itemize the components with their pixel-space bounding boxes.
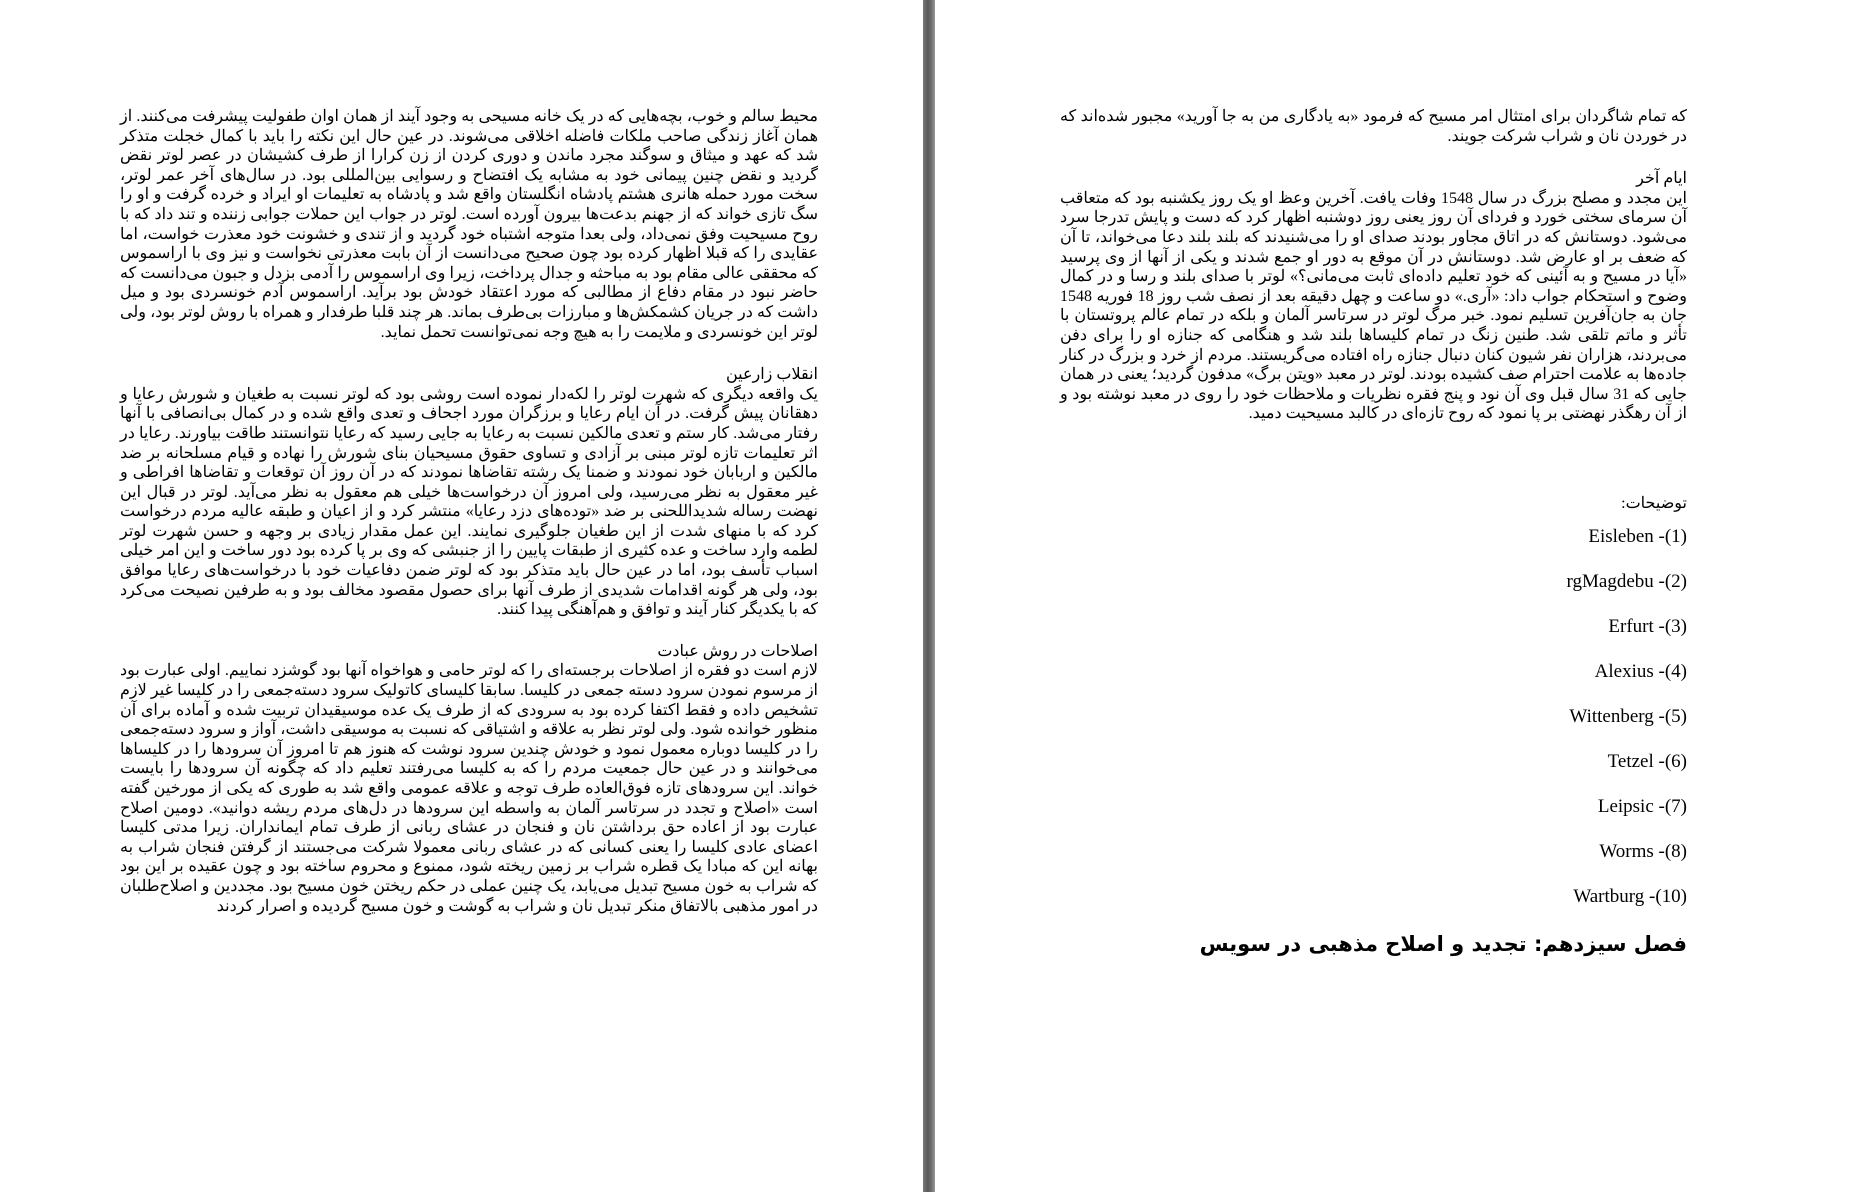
- note-item: Wittenberg -(5): [1569, 705, 1687, 727]
- note-item: Leipsic -(7): [1597, 795, 1687, 817]
- heading-last-days: ایام آخر: [1636, 170, 1687, 188]
- heading-worship-reforms: اصلاحات در روش عبادت: [657, 642, 818, 660]
- chapter-heading: فصل سیزدهم: تجدید و اصلاح مذهبی در سویس: [1199, 931, 1687, 956]
- note-item: Wartburg -(10): [1573, 885, 1687, 907]
- note-item: Alexius -(4): [1594, 660, 1687, 682]
- note-item: Erfurt -(3): [1608, 615, 1687, 637]
- note-item: Worms -(8): [1599, 840, 1687, 862]
- paragraph-last-days: این مجدد و مصلح بزرگ در سال 1548 وفات یافت. آخرین وعظ او یک روز یکشنبه بود که متعاقب آن سرمای سختی خورد و فردای آن روز یعنی روز دوشنبه اظهار کرد که دست و پایش تدرجا سرد می‌شود. دوستانش که در اتاق مجاور بودند صدای او را می‌شنیدند که بلند بلند دعا می‌خواند، تا آن که ضعف بر او عارض شد. دوستانش در آن موقع به دور او جمع شدند و یکی از آنها از وی پرسید «آیا در مسیح و به آئینی که خود تعلیم داده‌ای ثابت می‌مانی؟» لوتر با صدای بلند و رسا و در کمال وضوح و استحکام جواب داد: «آری.» دو ساعت و چهل دقیقه بعد از نصف شب روز 18 فوریه 1548 جان به جان‌آفرین تسلیم نمود. خبر مرگ لوتر در سرتاسر آلمان و بلکه در تمام عالم پروتستان با تأثر و ماتم تلقی شد. طنین زنگ در تمام کلیساها بلند شد و هنگامی که جنازه او را برای دفن می‌بردند، هزاران نفر شیون کنان دنبال جنازه راه افتاده می‌گریستند. مردم از خرد و بزرگ در کنار جاده‌ها به علامت احترام صف کشیده بودند. لوتر در معبد «ویتن برگ» مدفون گردید؛ یعنی در همان جایی که 31 سال قبل وی آن نود و پنج فقره نظریات و ملاحظات خود را روی در معبد نوشته بود و از آن رهگذر نهضتی بر پا نمود که روح تازه‌ای در کالبد مسیحیت دمید.: [1060, 189, 1688, 423]
- note-item: rgMagdebu -(2): [1566, 570, 1687, 592]
- paragraph-2: یک واقعه دیگری که شهرت لوتر را لکه‌دار نموده است روشی بود که لوتر نسبت به طغیان و شورش رعایا و دهقانان پیش گرفت. در آن ایام رعایا و برزگران مورد اجحاف و تعدی واقع شده و در کمال بی‌انصافی با آنها رفتار می‌شد. کار ستم و تعدی مالکین نسبت به رعایا به جایی رسید که رعایا نتوانستند طاقت بیاورند. رعایا در اثر تعلیمات تازه لوتر مبنی بر آزادی و تساوی حقوق مسیحیان بنای شورش را نهاده و قیام مسلحانه بر ضد مالکین و اربابان خود نمودند و ضمنا یک رشته تقاضاها نمودند که در آن روز آن توقعات و تقاضاها افراطی و غیر معقول به نظر می‌رسید، ولی امروز آن درخواست‌ها خیلی هم معقول به نظر می‌آید. لوتر در قبال این نهضت رساله شدیداللحنی بر ضد «توده‌های دزد رعایا» منتشر کرد و از اعیان و طبقه عالیه مردم درخواست کرد که با منهای شدت از این طغیان جلوگیری نمایند. این عمل مقدار زیادی بر وجهه و حسن شهرت لوتر لطمه وارد ساخت و عده کثیری از طبقات پایین را از جنبشی که وی بر پا کرده بود دور ساخت و این امر خیلی اسباب تأسف بود، اما در عین حال باید متذکر بود که لوتر ضمن دفاعیات خود با درخواست‌های رعایا موافق بود، ولی هر گونه اقدامات شدیدی از طرف آنها برای حصول مقصود مخالف بود و به طرفین نصیحت می‌کرد که با یکدیگر کنار آیند و توافق و هم‌آهنگی پیدا کنند.: [120, 385, 819, 619]
- note-item: Eisleben -(1): [1588, 525, 1687, 547]
- paragraph-continuation: که تمام شاگردان برای امتثال امر مسیح که فرمود «به یادگاری من به جا آورید» مجبور شده‌اند که در خوردن نان و شراب شرکت جویند.: [1060, 108, 1687, 145]
- paragraph-3: لازم است دو فقره از اصلاحات برجسته‌ای را که لوتر حامی و هواخواه آنها بود گوشزد نماییم. اولی عبارت بود از مرسوم نمودن سرود دسته جمعی در کلیسا. سابقا کلیسای کاتولیک سرود دسته‌جمعی را در کلیسا غیر لازم تشخیص داده و فقط اکتفا کرده بود به سرودی که از طرف یک عده موسیقیدان تربیت شده و آماده برای آن منظور خوانده شود. ولی لوتر نظر به علاقه و اشتیاقی که نسبت به موسیقی داشت، آواز و سرود دسته‌جمعی را در کلیسا دوباره معمول نمود و خودش چندین سرود نوشت که هنوز هم تا امروز آن سرودها را در کلیساها می‌خوانند و در عین حال جمعیت مردم را که به کلیسا می‌رفتند تعلیم داد که چگونه آن سرودها را بایست خواند. این سرودهای تازه فوق‌العاده طرف توجه و علاقه عمومی واقع شد به طوری که یکی از مورخین گفته است «اصلاح و تجدد در سرتاسر آلمان به واسطه این سرودها در دل‌های مردم ریشه دوانید». دومین اصلاح عبارت بود از اعاده حق برداشتن نان و فنجان در عشای ربانی از طرف تمام ایمانداران. زیرا مدتی کلیسا اعضای عادی کلیسا را یعنی کسانی که در عشای ربانی معمولا شرکت می‌جستند از گرفتن فنجان شراب به بهانه این که مبادا یک قطره شراب بر زمین ریخته شود، ممنوع و محروم ساخته بود و چون عقیده بر این بود که شراب به خون مسیح تبدیل می‌یابد، یک چنین عملی در حکم ریختن خون مسیح بود. مجددین و اصلاح‌طلبان در امور مذهبی بالاتفاق منکر تبدیل نان و شراب به گوشت و خون مسیح گردیده و اصرار کردند: [120, 662, 819, 915]
- left-page-text-column: [120, 107, 818, 916]
- right-page: [935, 0, 1854, 1192]
- heading-peasants-revolt: انقلاب زارعین: [725, 366, 818, 384]
- note-item: Tetzel -(6): [1607, 750, 1687, 772]
- right-page-text-column: [1060, 107, 1687, 959]
- left-page: [0, 0, 923, 1192]
- notes-list: [1060, 514, 1687, 919]
- notes-title: توضیحات:: [1621, 494, 1687, 512]
- book-gutter: [923, 0, 935, 1192]
- paragraph-1: محیط سالم و خوب، بچه‌هایی که در یک خانه مسیحی به وجود آیند از همان اوان طفولیت پیشرفت می‌کنند. از همان آغاز زندگی صاحب ملکات فاضله اخلاقی می‌شوند. در عین حال این نکته را باید با کمال خجلت متذکر شد که عهد و میثاق و سوگند مجرد ماندن و دوری کردن از زن کرارا از طرف کشیشان در عصر لوتر نقض گردید و نقض چنین پیمانی خود به مشابه یک افتضاح و رسوایی بین‌المللی بود. در سال‌های آخر عمر لوتر، سخت مورد حمله هانری هشتم پادشاه انگلستان واقع شد و پادشاه به تعلیمات او ایراد و خرده گرفت و او را سگ تازی خواند که از جهنم بدعت‌ها بیرون آورده است. لوتر در جواب این حملات جوابی زننده و تند داد که با روح مسیحیت وفق نمی‌داد، ولی بعدا متوجه اشتباه خود گردید و از تندی و خشونت خود معذرت خواست، اما عقایدی را که قبلا اظهار کرده بود چون صحیح می‌دانست از آن بابت معذرتی نخواست و نیز وی با اراسموس که محققی عالی مقام بود به مباحثه و جدال پرداخت، زیرا وی اراسموس را آدمی بزدل و جبون می‌دانست که حاضر نبود در مقام دفاع از مطالبی که مورد اعتقاد خودش بود برآید. اراسموس آدم خونسردی بود و میل داشت که در جریان کشمکش‌ها و مبارزات بی‌طرف بماند. هر چند قلبا طرفدار و همراه با روش لوتر بود، ولی لوتر این خونسردی و ملایمت را به هیچ وجه نمی‌توانست تحمل نماید.: [120, 108, 819, 341]
